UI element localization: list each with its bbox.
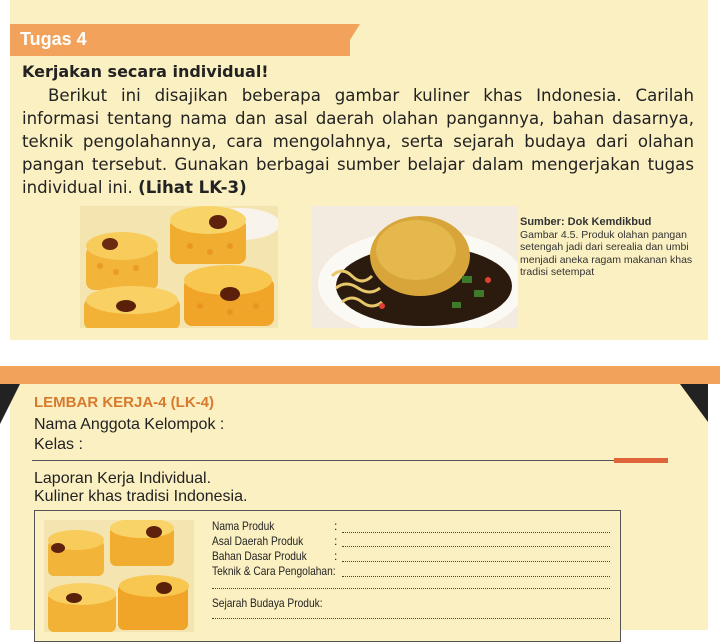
field-label-origin: Asal Daerah Produk [212, 534, 304, 548]
paragraph-reference: (Lihat LK-3) [138, 178, 247, 197]
food-photo-cakes [80, 206, 278, 328]
field-history[interactable] [212, 618, 610, 619]
field-origin[interactable] [342, 546, 610, 547]
field-colon: : [334, 549, 338, 563]
field-colon: : [334, 534, 338, 548]
field-label-product-name: Nama Produk [212, 519, 275, 533]
class-label: Kelas : [34, 436, 83, 453]
worksheet-title: LEMBAR KERJA-4 (LK-4) [34, 394, 214, 411]
separator-rule [32, 460, 668, 461]
report-line-1: Laporan Kerja Individual. [34, 470, 212, 487]
field-label-history: Sejarah Budaya Produk: [212, 596, 323, 610]
task-paragraph [22, 84, 694, 199]
field-technique[interactable] [342, 576, 610, 577]
task-title: Tugas 4 [20, 29, 87, 49]
instruction-title: Kerjakan secara individual! [22, 62, 269, 81]
paragraph-text: Berikut ini disajikan beberapa gambar kuliner khas Indonesia. Carilah informasi tentang nama dan asal daerah olahan pangannya, bahan dasarnya, teknik pengolahannya, cara mengolahnya, serta sejarah budaya dari olahan pangan tersebut. Gunakan berbagai sumber belajar dalam mengerjakan tugas individual ini. [22, 86, 694, 197]
field-product-name[interactable] [342, 532, 610, 533]
separator-accent [614, 458, 668, 463]
caption-text: Gambar 4.5. Produk olahan pangan setengah jadi dari serealia dan umbi menjadi aneka ragam makanan khas tradisi setempat [520, 228, 693, 278]
form-food-photo [44, 520, 194, 632]
worksheet-header-bar [0, 366, 720, 384]
members-label: Nama Anggota Kelompok : [34, 416, 225, 433]
field-colon: : [334, 519, 338, 533]
corner-decoration-left [0, 384, 20, 424]
field-label-ingredient: Bahan Dasar Produk [212, 549, 307, 563]
section-gap [0, 340, 720, 366]
food-photo-dish [312, 206, 518, 328]
caption-source: Sumber: Dok Kemdikbud [520, 216, 652, 228]
field-ingredient[interactable] [342, 561, 610, 562]
figure-caption [520, 216, 700, 279]
field-label-technique: Teknik & Cara Pengolahan: [212, 564, 336, 578]
report-line-2: Kuliner khas tradisi Indonesia. [34, 488, 248, 505]
corner-decoration-right [680, 384, 708, 422]
field-technique-line2[interactable] [212, 588, 610, 589]
